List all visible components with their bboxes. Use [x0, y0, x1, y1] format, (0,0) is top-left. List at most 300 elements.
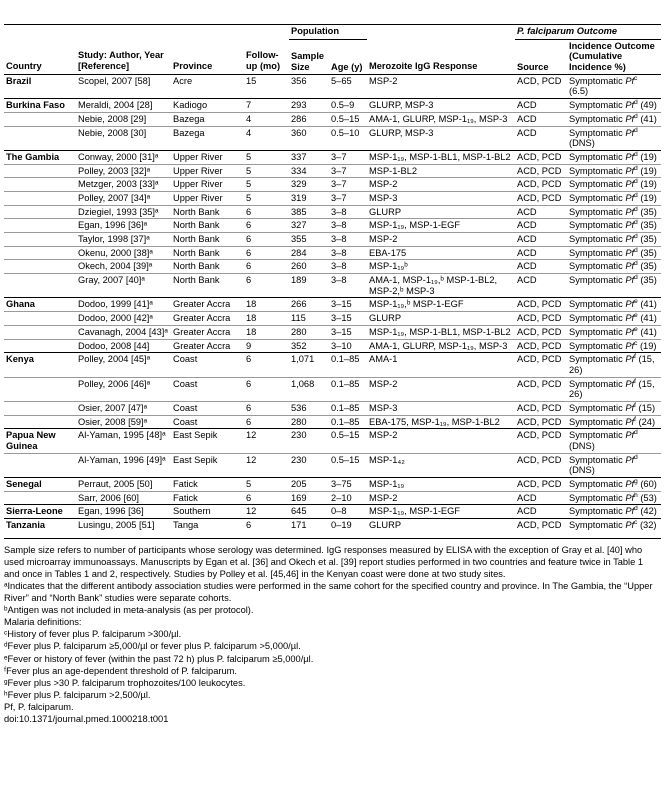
incidence-value: (41)	[640, 299, 657, 310]
incidence-outcome: Symptomatic Pf	[569, 454, 635, 465]
table-footnotes	[4, 538, 661, 725]
incidence-footnote-mark: d	[634, 126, 638, 134]
table-row	[4, 519, 661, 532]
cell-country	[4, 453, 76, 477]
cell-country: Kenya	[4, 353, 76, 377]
cell-country: Burkina Faso	[4, 99, 76, 113]
incidence-value: (19)	[640, 192, 657, 203]
cell-country: Brazil	[6, 75, 32, 86]
table-row	[4, 339, 661, 353]
cell-study: Polley, 2007 [34]ᵃ	[76, 191, 171, 205]
incidence-value: (35)	[640, 206, 657, 217]
incidence-footnote-mark: c	[634, 74, 638, 82]
cell-source: ACD	[515, 219, 567, 233]
cell-antigen: GLURP	[367, 312, 515, 326]
cell-province: Greater Accra	[171, 339, 244, 353]
cell-country	[4, 260, 76, 274]
incidence-footnote-mark: f	[634, 401, 636, 409]
cell-followup: 9	[244, 339, 289, 353]
cell-province: Coast	[171, 415, 244, 429]
incidence-outcome: Symptomatic Pf	[569, 299, 635, 310]
cell-incidence	[567, 246, 661, 260]
cell-age: 3–15	[329, 325, 367, 339]
cell-study: Perraut, 2005 [50]	[76, 478, 171, 492]
cell-source: ACD, PCD	[515, 150, 567, 164]
cell-incidence	[567, 164, 661, 178]
cell-n: 352	[289, 339, 329, 353]
cell-followup: 4	[244, 112, 289, 126]
incidence-value: (19)	[640, 179, 657, 190]
table-row	[4, 274, 661, 298]
cell-followup: 6	[244, 233, 289, 247]
cell-country	[4, 312, 76, 326]
cell-source: ACD	[515, 233, 567, 247]
cell-n: 280	[289, 325, 329, 339]
cell-study: Taylor, 1998 [37]ᵃ	[76, 233, 171, 247]
cell-antigen: MSP-2	[367, 429, 515, 453]
incidence-outcome: Symptomatic Pf	[569, 313, 635, 324]
incidence-value: (35)	[640, 247, 657, 258]
cell-age: 3–15	[329, 312, 367, 326]
cell-incidence	[567, 325, 661, 339]
cell-province: North Bank	[171, 246, 244, 260]
cell-antigen: GLURP	[367, 519, 515, 532]
incidence-outcome: Symptomatic Pf	[569, 247, 635, 258]
incidence-footnote-mark: d	[634, 273, 638, 281]
cell-age: 0.1–85	[329, 353, 367, 377]
incidence-outcome: Symptomatic Pf	[569, 326, 635, 337]
cell-age: 5–65	[331, 75, 352, 86]
cell-country	[4, 377, 76, 401]
incidence-footnote-mark: d	[634, 453, 638, 461]
cell-n: 189	[289, 274, 329, 298]
table-row	[4, 491, 661, 505]
cell-country: Tanzania	[4, 519, 76, 532]
cell-incidence	[567, 339, 661, 353]
cell-age: 0.5–15	[329, 112, 367, 126]
cell-age: 0.1–85	[329, 401, 367, 415]
cell-source: ACD, PCD	[515, 191, 567, 205]
table-row	[4, 164, 661, 178]
incidence-value: (DNS)	[569, 441, 595, 451]
incidence-value: (32)	[639, 520, 657, 531]
cell-country	[4, 205, 76, 219]
cell-age: 0.5–15	[329, 429, 367, 453]
incidence-value: (42)	[640, 506, 657, 517]
cell-province: Greater Accra	[171, 298, 244, 312]
footnote-line: ᶜHistory of fever plus P. falciparum >300/µl.	[4, 629, 182, 640]
cell-age: 0–19	[329, 519, 367, 532]
cell-antigen: MSP-1₁₉,ᵇ MSP-1-EGF	[367, 298, 515, 312]
cell-study: Polley, 2004 [45]ᵃ	[76, 353, 171, 377]
table-row	[4, 150, 661, 164]
cell-study: Scopel, 2007 [58]	[78, 75, 151, 86]
cell-antigen: MSP-1₁₉, MSP-1-EGF	[367, 505, 515, 519]
cell-study: Egan, 1996 [36]	[76, 505, 171, 519]
cell-study: Nebie, 2008 [29]	[76, 112, 171, 126]
cell-antigen: MSP-2	[369, 75, 398, 86]
cell-source: ACD	[515, 274, 567, 298]
cell-source: ACD, PCD	[515, 401, 567, 415]
cell-n: 385	[289, 205, 329, 219]
cell-study: Okech, 2004 [39]ᵃ	[76, 260, 171, 274]
footnote-line: ᵃIndicates that the different antibody association studies were performed in the same cohort for the specified country and province. In The Gambia, the “Upper River” and “North Bank” studies were separate cohorts.	[4, 581, 653, 604]
cell-followup: 4	[244, 126, 289, 150]
cell-country	[4, 401, 76, 415]
incidence-outcome: Symptomatic Pf	[569, 520, 635, 531]
incidence-footnote-mark: d	[634, 232, 638, 240]
cell-country: Sierra-Leone	[4, 505, 76, 519]
cell-incidence	[567, 312, 661, 326]
cell-incidence	[567, 178, 661, 192]
cell-province: North Bank	[171, 233, 244, 247]
cell-province: Fatick	[171, 478, 244, 492]
cell-n: 260	[289, 260, 329, 274]
incidence-outcome: Symptomatic Pf	[569, 261, 635, 272]
incidence-outcome: Symptomatic Pf	[569, 402, 635, 413]
cell-age: 0.5–9	[329, 99, 367, 113]
cell-antigen: AMA-1, MSP-1₁₉,ᵇ MSP-1-BL2, MSP-2,ᵇ MSP-3	[367, 274, 515, 298]
cell-province: Tanga	[171, 519, 244, 532]
cell-study: Meraldi, 2004 [28]	[76, 99, 171, 113]
cell-n: 205	[289, 478, 329, 492]
table-row	[4, 401, 661, 415]
cell-followup: 5	[244, 164, 289, 178]
cell-study: Egan, 1996 [36]ᵃ	[76, 219, 171, 233]
cell-age: 3–8	[329, 205, 367, 219]
header-age: Age (y)	[329, 39, 367, 74]
header-sample-size: Sample Size	[289, 39, 329, 74]
incidence-outcome: Symptomatic Pf	[569, 100, 635, 111]
table-row	[4, 415, 661, 429]
cell-antigen: GLURP, MSP-3	[367, 126, 515, 150]
cell-antigen: AMA-1	[367, 353, 515, 377]
cell-country	[4, 233, 76, 247]
cell-study: Metzger, 2003 [33]ᵃ	[76, 178, 171, 192]
incidence-footnote-mark: e	[634, 325, 638, 333]
incidence-outcome: Symptomatic Pf	[569, 340, 635, 351]
incidence-value: (19)	[640, 165, 657, 176]
cell-followup: 6	[244, 274, 289, 298]
table-body	[4, 74, 661, 532]
cell-incidence	[567, 453, 661, 477]
table-row	[4, 74, 661, 98]
cell-country	[4, 126, 76, 150]
cell-province: East Sepik	[171, 453, 244, 477]
cell-incidence	[567, 298, 661, 312]
incidence-footnote-mark: d	[634, 112, 638, 120]
incidence-value: (41)	[640, 113, 657, 124]
cell-n: 293	[289, 99, 329, 113]
incidence-footnote-mark: d	[634, 99, 638, 107]
incidence-outcome: Symptomatic Pf	[569, 220, 635, 231]
cell-incidence	[567, 478, 661, 492]
incidence-value: (6.5)	[569, 86, 589, 97]
cell-age: 0.1–85	[329, 377, 367, 401]
incidence-value: (35)	[640, 261, 657, 272]
incidence-footnote-mark: g	[634, 477, 638, 485]
cell-antigen: GLURP	[367, 205, 515, 219]
cell-country	[4, 178, 76, 192]
cell-study: Dodoo, 1999 [41]ᵃ	[76, 298, 171, 312]
cell-followup: 7	[244, 99, 289, 113]
cell-study: Osier, 2007 [47]ᵃ	[76, 401, 171, 415]
cell-followup: 5	[244, 478, 289, 492]
cell-province: North Bank	[171, 205, 244, 219]
cell-incidence	[567, 99, 661, 113]
cell-incidence	[567, 274, 661, 298]
cell-study: Gray, 2007 [40]ᵃ	[76, 274, 171, 298]
cell-study: Al-Yaman, 1996 [49]ᵃ	[76, 453, 171, 477]
cell-source: ACD	[515, 99, 567, 113]
header-province: Province	[171, 25, 244, 74]
cell-antigen: EBA-175	[367, 246, 515, 260]
cell-antigen: AMA-1, GLURP, MSP-1₁₉, MSP-3	[367, 339, 515, 353]
cell-antigen: MSP-3	[367, 401, 515, 415]
footnote-line: Sample size refers to number of participants whose serology was determined. IgG responses measured by ELISA with the exception of Gray et al. [40] who used microarray immunoassays. Manuscripts by Egan et al. [36] and Okech et al. [39] report studies performed in two countries and feature twice in Table 1 and once in Tables 1 and 2, respectively. Studies by Polley et al. [45,46] in the Kenyan coast were done at two study sites.	[4, 544, 644, 579]
cell-source: ACD, PCD	[515, 164, 567, 178]
cell-source: ACD, PCD	[515, 178, 567, 192]
incidence-value: (41)	[640, 313, 657, 324]
cell-source: ACD	[515, 491, 567, 505]
incidence-value: (35)	[640, 234, 657, 244]
incidence-outcome: Symptomatic Pf	[569, 75, 635, 86]
cell-followup: 18	[244, 325, 289, 339]
cell-study: Lusingu, 2005 [51]	[76, 519, 171, 532]
cell-province: Upper River	[171, 164, 244, 178]
cell-followup: 15	[246, 75, 257, 86]
cell-n: 1,068	[289, 377, 329, 401]
footnote-line: ʰFever plus P. falciparum >2,500/µl.	[4, 689, 151, 700]
incidence-footnote-mark: d	[634, 246, 638, 254]
cell-province: Bazega	[171, 112, 244, 126]
cell-province: Greater Accra	[171, 312, 244, 326]
cell-antigen: MSP-1₁₉, MSP-1-BL1, MSP-1-BL2	[367, 325, 515, 339]
cell-study: Conway, 2000 [31]ᵃ	[76, 150, 171, 164]
incidence-value: (35)	[640, 220, 657, 231]
cell-province: North Bank	[171, 260, 244, 274]
incidence-value: (53)	[640, 492, 657, 503]
incidence-footnote-mark: d	[634, 219, 638, 227]
footnote-line: ᵇAntigen was not included in meta-analysis (as per protocol).	[4, 605, 254, 616]
cell-country: The Gambia	[4, 150, 76, 164]
cell-source: ACD, PCD	[515, 312, 567, 326]
cell-source: ACD, PCD	[515, 453, 567, 477]
cell-n: 536	[289, 401, 329, 415]
incidence-footnote-mark: d	[634, 150, 638, 158]
cell-country	[4, 274, 76, 298]
cell-source: ACD	[515, 205, 567, 219]
incidence-footnote-mark: h	[634, 491, 638, 499]
table-row	[4, 205, 661, 219]
cell-n: 645	[289, 505, 329, 519]
cell-study: Dodoo, 2008 [44]	[76, 339, 171, 353]
cell-province: Upper River	[171, 178, 244, 192]
table-row	[4, 478, 661, 492]
cell-age: 3–8	[329, 274, 367, 298]
cell-followup: 12	[244, 505, 289, 519]
incidence-outcome: Symptomatic Pf	[569, 479, 635, 490]
header-outcome-label: P. falciparum Outcome	[517, 26, 618, 36]
table-row	[4, 453, 661, 477]
incidence-footnote-mark: d	[634, 191, 638, 199]
cell-followup: 6	[244, 353, 289, 377]
cell-age: 3–8	[329, 219, 367, 233]
cell-followup: 6	[244, 205, 289, 219]
incidence-outcome: Symptomatic Pf	[569, 179, 635, 190]
table-row	[4, 505, 661, 519]
incidence-footnote-mark: e	[634, 298, 638, 306]
cell-followup: 6	[244, 401, 289, 415]
cell-antigen: MSP-1₄₂	[367, 453, 515, 477]
table-row	[4, 325, 661, 339]
header-population: Population	[289, 25, 367, 39]
cell-n: 319	[289, 191, 329, 205]
cell-age: 3–8	[329, 233, 367, 247]
cell-followup: 5	[244, 178, 289, 192]
table-row	[4, 298, 661, 312]
incidence-outcome: Symptomatic Pf	[569, 416, 635, 427]
cell-antigen: AMA-1, GLURP, MSP-1₁₉, MSP-3	[367, 112, 515, 126]
cell-province: Upper River	[171, 191, 244, 205]
cell-province: Coast	[171, 401, 244, 415]
incidence-footnote-mark: d	[634, 260, 638, 268]
cell-followup: 6	[244, 260, 289, 274]
cell-source: ACD, PCD	[515, 325, 567, 339]
incidence-outcome: Symptomatic Pf	[569, 165, 635, 176]
cell-age: 2–10	[329, 491, 367, 505]
cell-source: ACD	[515, 260, 567, 274]
cell-source: ACD, PCD	[515, 377, 567, 401]
incidence-footnote-mark: d	[634, 205, 638, 213]
cell-followup: 6	[244, 246, 289, 260]
cell-n: 169	[289, 491, 329, 505]
cell-source: ACD	[515, 126, 567, 150]
incidence-value: (19)	[639, 340, 657, 351]
cell-followup: 18	[244, 312, 289, 326]
table-row	[4, 191, 661, 205]
cell-incidence	[567, 233, 661, 247]
cell-study: Al-Yaman, 1995 [48]ᵃ	[76, 429, 171, 453]
incidence-value: (15)	[638, 402, 656, 413]
cell-age: 3–7	[329, 164, 367, 178]
cell-province: North Bank	[171, 274, 244, 298]
footnote-line: ᶠFever plus an age-dependent threshold of P. falciparum.	[4, 665, 237, 676]
cell-n: 356	[291, 75, 307, 86]
cell-followup: 12	[244, 429, 289, 453]
incidence-footnote-mark: e	[634, 312, 638, 320]
cell-incidence	[567, 260, 661, 274]
cell-country	[4, 325, 76, 339]
incidence-value: (41)	[640, 326, 657, 337]
incidence-outcome: Symptomatic Pf	[569, 206, 635, 217]
table-row	[4, 99, 661, 113]
cell-study: Nebie, 2008 [30]	[76, 126, 171, 150]
cell-antigen: EBA-175, MSP-1₁₉, MSP-1-BL2	[367, 415, 515, 429]
cell-province: North Bank	[171, 219, 244, 233]
cell-country	[4, 491, 76, 505]
cell-source: ACD, PCD	[515, 339, 567, 353]
incidence-value: (19)	[640, 151, 657, 162]
cell-n: 1,071	[289, 353, 329, 377]
cell-country	[4, 246, 76, 260]
header-country: Country	[4, 25, 76, 74]
incidence-value: (35)	[640, 275, 657, 286]
top-spacer	[4, 2, 661, 22]
cell-antigen: MSP-1₁₉, MSP-1-BL1, MSP-1-BL2	[367, 150, 515, 164]
cell-followup: 12	[244, 453, 289, 477]
cell-province: Upper River	[171, 150, 244, 164]
cell-incidence	[567, 126, 661, 150]
studies-table	[4, 25, 661, 532]
cell-province: Fatick	[171, 491, 244, 505]
cell-antigen: MSP-2	[367, 233, 515, 247]
cell-n: 266	[289, 298, 329, 312]
incidence-outcome: Symptomatic Pf	[569, 192, 635, 203]
incidence-value: (49)	[640, 100, 657, 111]
cell-country: Papua New Guinea	[4, 429, 76, 453]
cell-incidence	[567, 519, 661, 532]
cell-n: 355	[289, 233, 329, 247]
cell-followup: 18	[244, 298, 289, 312]
cell-province: East Sepik	[171, 429, 244, 453]
header-merozoite: Merozoite IgG Response	[367, 25, 515, 74]
incidence-outcome: Symptomatic Pf	[569, 151, 635, 162]
cell-n: 327	[289, 219, 329, 233]
cell-followup: 5	[244, 191, 289, 205]
incidence-footnote-mark: d	[634, 178, 638, 186]
incidence-outcome: Symptomatic Pf	[569, 127, 635, 138]
cell-country	[4, 339, 76, 353]
table-row	[4, 353, 661, 377]
cell-country	[4, 112, 76, 126]
cell-n: 280	[289, 415, 329, 429]
incidence-footnote-mark: d	[634, 505, 638, 513]
footnote-line: doi:10.1371/journal.pmed.1000218.t001	[4, 713, 169, 724]
cell-source: ACD, PCD	[515, 429, 567, 453]
cell-incidence	[567, 205, 661, 219]
incidence-value: (24)	[638, 416, 656, 427]
cell-age: 0.5–10	[329, 126, 367, 150]
cell-followup: 6	[244, 377, 289, 401]
cell-study: Dziegiel, 1993 [35]ᵃ	[76, 205, 171, 219]
table-row	[4, 112, 661, 126]
cell-age: 3–8	[329, 246, 367, 260]
incidence-outcome: Symptomatic Pf	[569, 492, 635, 503]
cell-incidence	[567, 377, 661, 401]
cell-incidence	[567, 191, 661, 205]
cell-n: 286	[289, 112, 329, 126]
cell-incidence	[567, 219, 661, 233]
cell-province: Southern	[171, 505, 244, 519]
cell-source: ACD	[515, 505, 567, 519]
cell-n: 334	[289, 164, 329, 178]
cell-age: 0.1–85	[329, 415, 367, 429]
cell-age: 3–15	[329, 298, 367, 312]
cell-province: Bazega	[171, 126, 244, 150]
incidence-footnote-mark: f	[634, 415, 636, 423]
incidence-value: (15, 26)	[569, 354, 655, 375]
cell-antigen: MSP-3	[367, 191, 515, 205]
header-outcome	[515, 25, 661, 39]
incidence-value: (DNS)	[569, 138, 595, 149]
cell-study: Sarr, 2006 [60]	[76, 491, 171, 505]
cell-country: Ghana	[4, 298, 76, 312]
header-followup: Follow-up (mo)	[244, 25, 289, 74]
incidence-outcome: Symptomatic Pf	[569, 430, 635, 441]
cell-antigen: MSP-2	[367, 491, 515, 505]
cell-n: 230	[289, 453, 329, 477]
